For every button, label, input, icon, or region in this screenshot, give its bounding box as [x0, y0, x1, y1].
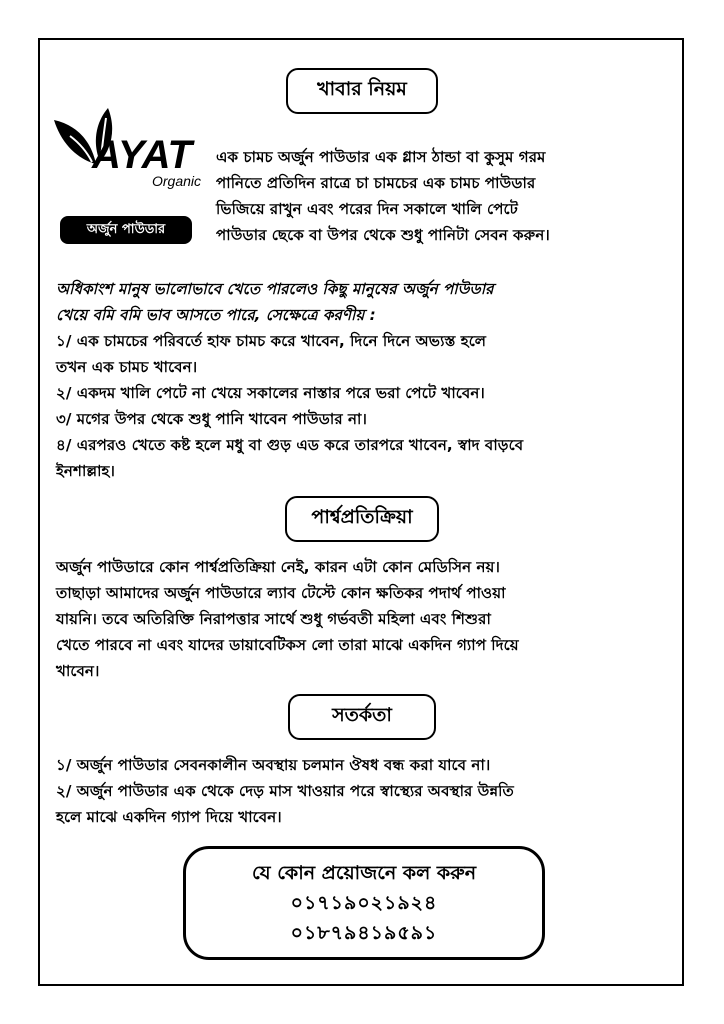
heading-caution: সতর্কতা: [288, 694, 436, 740]
note-paragraph: [56, 276, 493, 328]
text-line: অর্জুন পাউডারে কোন পার্শ্বপ্রতিক্রিয়া নেই, কারন এটা কোন মেডিসিন নয়।: [56, 558, 500, 576]
text-line: পাউডার ছেকে বা উপর থেকে শুধু পানিটা সেবন করুন।: [216, 226, 550, 244]
svg-text:Organic: Organic: [152, 173, 202, 189]
heading-rules: খাবার নিয়ম: [286, 68, 438, 114]
list-item: ২/ অর্জুন পাউডার এক থেকে দেড় মাস খাওয়ার পরে স্বাস্থ্যের অবস্থার উন্নতি: [56, 782, 514, 800]
list-item: ৩/ মগের উপর থেকে শুধু পানি খাবেন পাউডার না।: [56, 410, 367, 428]
text-line: খেয়ে বমি বমি ভাব আসতে পারে, সেক্ষেত্রে করণীয় :: [56, 306, 376, 324]
svg-text:AYAT: AYAT: [92, 133, 192, 177]
contact-title: যে কোন প্রয়োজনে কল করুন: [251, 862, 477, 884]
leaf-icon: [52, 106, 204, 194]
text-line: এক চামচ অর্জুন পাউডার এক গ্লাস ঠান্ডা বা কুসুম গরম: [216, 148, 546, 166]
text-line: খাবেন।: [56, 662, 100, 680]
product-badge: অর্জুন পাউডার: [60, 216, 192, 244]
list-item: ২/ একদম খালি পেটে না খেয়ে সকালের নাস্তার পরে ভরা পেটে খাবেন।: [56, 384, 485, 402]
ayat-organic-logo: [52, 106, 204, 194]
contact-box: [183, 846, 545, 960]
text-line: অধিকাংশ মানুষ ভালোভাবে খেতে পারলেও কিছু মানুষের অর্জুন পাউডার: [56, 280, 494, 298]
side-effects-paragraph: [56, 554, 519, 684]
heading-side-effects: পার্শ্বপ্রতিক্রিয়া: [285, 496, 439, 542]
phone-number[interactable]: ০১৭১৯০২১৯২৪: [290, 892, 438, 914]
list-item: হলে মাঝে একদিন গ্যাপ দিয়ে খাবেন।: [56, 808, 282, 826]
list-item: ১/ এক চামচের পরিবর্তে হাফ চামচ করে খাবেন, দিনে দিনে অভ্যস্ত হলে: [56, 332, 487, 350]
text-line: যায়নি। তবে অতিরিক্তি নিরাপত্তার সার্থে শুধু গর্ভবতী মহিলা এবং শিশুরা: [56, 610, 491, 628]
phone-number[interactable]: ০১৮৭৯৪১৯৫৯১: [290, 922, 438, 944]
text-line: খেতে পারবে না এবং যাদের ডায়াবেটিকস লো তারা মাঝে একদিন গ্যাপ দিয়ে: [56, 636, 519, 654]
tips-list: [56, 328, 523, 484]
intro-paragraph: [216, 144, 550, 248]
list-item: ইনশাল্লাহ।: [56, 462, 115, 480]
list-item: ৪/ এরপরও খেতে কষ্ট হলে মধু বা গুড় এড করে তারপরে খাবেন, স্বাদ বাড়বে: [56, 436, 524, 454]
list-item: তখন এক চামচ খাবেন।: [56, 358, 198, 376]
text-line: তাছাড়া আমাদের অর্জুন পাউডারে ল্যাব টেস্টে কোন ক্ষতিকর পদার্থ পাওয়া: [56, 584, 506, 602]
text-line: পানিতে প্রতিদিন রাত্রে চা চামচের এক চামচ পাউডার: [216, 174, 536, 192]
text-line: ভিজিয়ে রাখুন এবং পরের দিন সকালে খালি পেটে: [216, 200, 518, 218]
caution-list: [56, 752, 514, 830]
list-item: ১/ অর্জুন পাউডার সেবনকালীন অবস্থায় চলমান ঔষধ বন্ধ করা যাবে না।: [56, 756, 491, 774]
